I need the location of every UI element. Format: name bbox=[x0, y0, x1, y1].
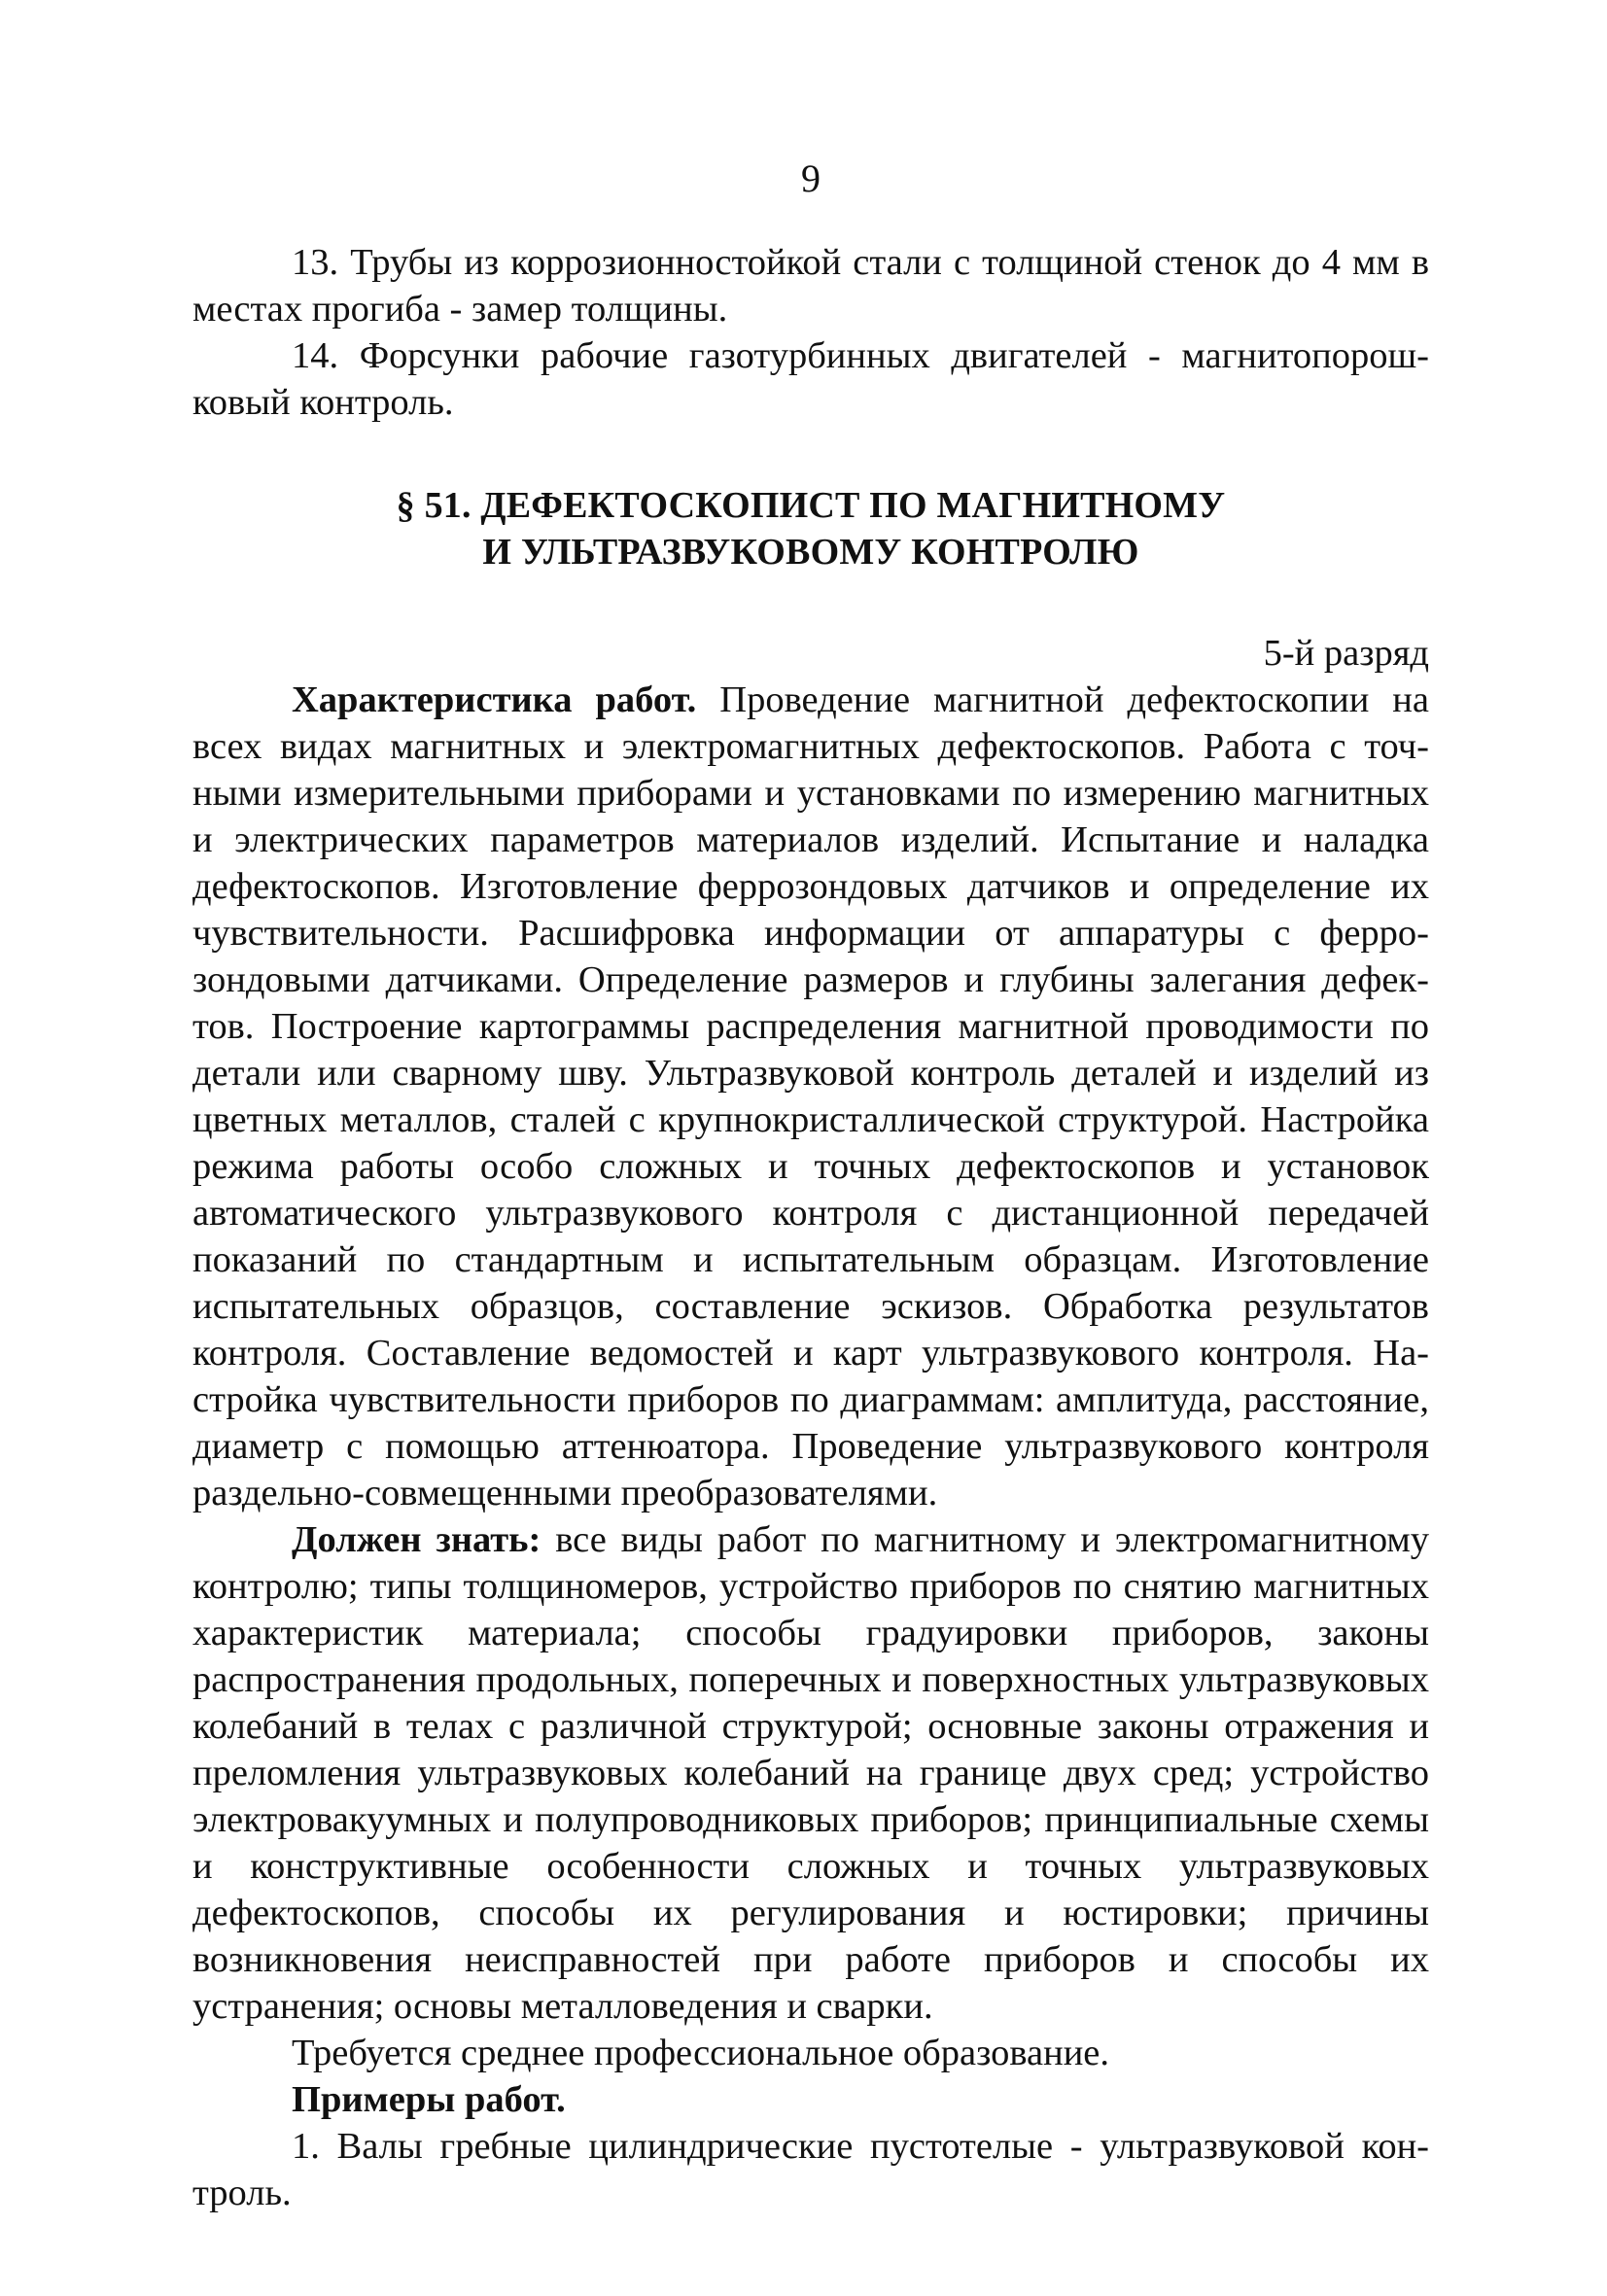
examples-heading: Примеры работ. bbox=[292, 2079, 566, 2120]
section-title-line-2: И УЛЬТРАЗВУКОВОМУ КОНТРОЛЮ bbox=[482, 532, 1139, 573]
required-knowledge-text: все виды работ по магнитному и электромагнитному контролю; типы толщиномеров, устройство приборов по снятию магнитных характеристик материала; способы градуировки приборов, законы распространения продольных, поперечных и поверхностных ультразвуковых колебаний в телах с различной структурой; основные законы отражения и преломления ультразвуковых колебаний на границе двух сред; устройство электровакуумных и полупроводниковых приборов; принципиальные схемы и конструктивные особенности сложных и точных ультразвуковых дефектоскопов, способы их регулирования и юстировки; причины возникновения неисправностей при работе приборов и способы их устранения; основы металловедения и сварки. bbox=[192, 1519, 1430, 2027]
document-page bbox=[192, 156, 1429, 2216]
work-characteristic-label: Характеристика работ. bbox=[292, 679, 697, 720]
list-item-13: 13. Трубы из коррозионностойкой стали с толщиной стенок до 4 мм в местах прогиба - замер толщины. bbox=[192, 242, 1429, 330]
example-item-1: 1. Валы гребные цилиндрические пустотелые - ультразвуковой контроль. bbox=[192, 2126, 1429, 2213]
grade-label: 5-й разряд bbox=[1263, 633, 1429, 674]
page-number: 9 bbox=[801, 157, 821, 200]
education-requirement: Требуется среднее профессиональное образование. bbox=[292, 2033, 1110, 2073]
required-knowledge-paragraph bbox=[192, 1516, 1429, 2030]
work-characteristic-text: Проведение магнитной дефектоскопии на всех видах магнитных и электромагнитных дефектоскопов. Работа с точными измерительными приборами и установками по измерению магнитных и электрических параметров материалов изделий. Испытание и наладка дефектоскопов. Изготовление феррозондовых датчиков и определение их чувствительности. Расшифровка информации от аппаратуры с феррозондовыми датчиками. Определение размеров и глубины залегания дефектов. Построение картограммы распределения магнитной проводимости по детали или сварному шву. Ультразвуковой контроль деталей и изделий из цветных металлов, сталей с крупнокристаллической структурой. Настройка режима работы особо сложных и точных дефектоскопов и установок автоматического ультразвукового контроля с дистанционной передачей показаний по стандартным и испытательным образцам. Изготовление испытательных образцов, составление эскизов. Обработка результатов контроля. Составление ведомостей и карт ультразвукового контроля. Настройка чувствительности приборов по диаграммам: амплитуда, расстояние, диаметр с помощью аттенюатора. Проведение ультразвукового контроля раздельно-совмещенными преобразователями. bbox=[192, 679, 1429, 1513]
required-knowledge-label: Должен знать: bbox=[292, 1519, 541, 1560]
section-title-line-1: § 51. ДЕФЕКТОСКОПИСТ ПО МАГНИТНОМУ bbox=[396, 485, 1226, 526]
list-item-14: 14. Форсунки рабочие газотурбинных двигателей - магнитопорошковый контроль. bbox=[192, 335, 1429, 423]
work-characteristic-paragraph bbox=[192, 677, 1429, 1516]
section-heading bbox=[192, 482, 1429, 575]
